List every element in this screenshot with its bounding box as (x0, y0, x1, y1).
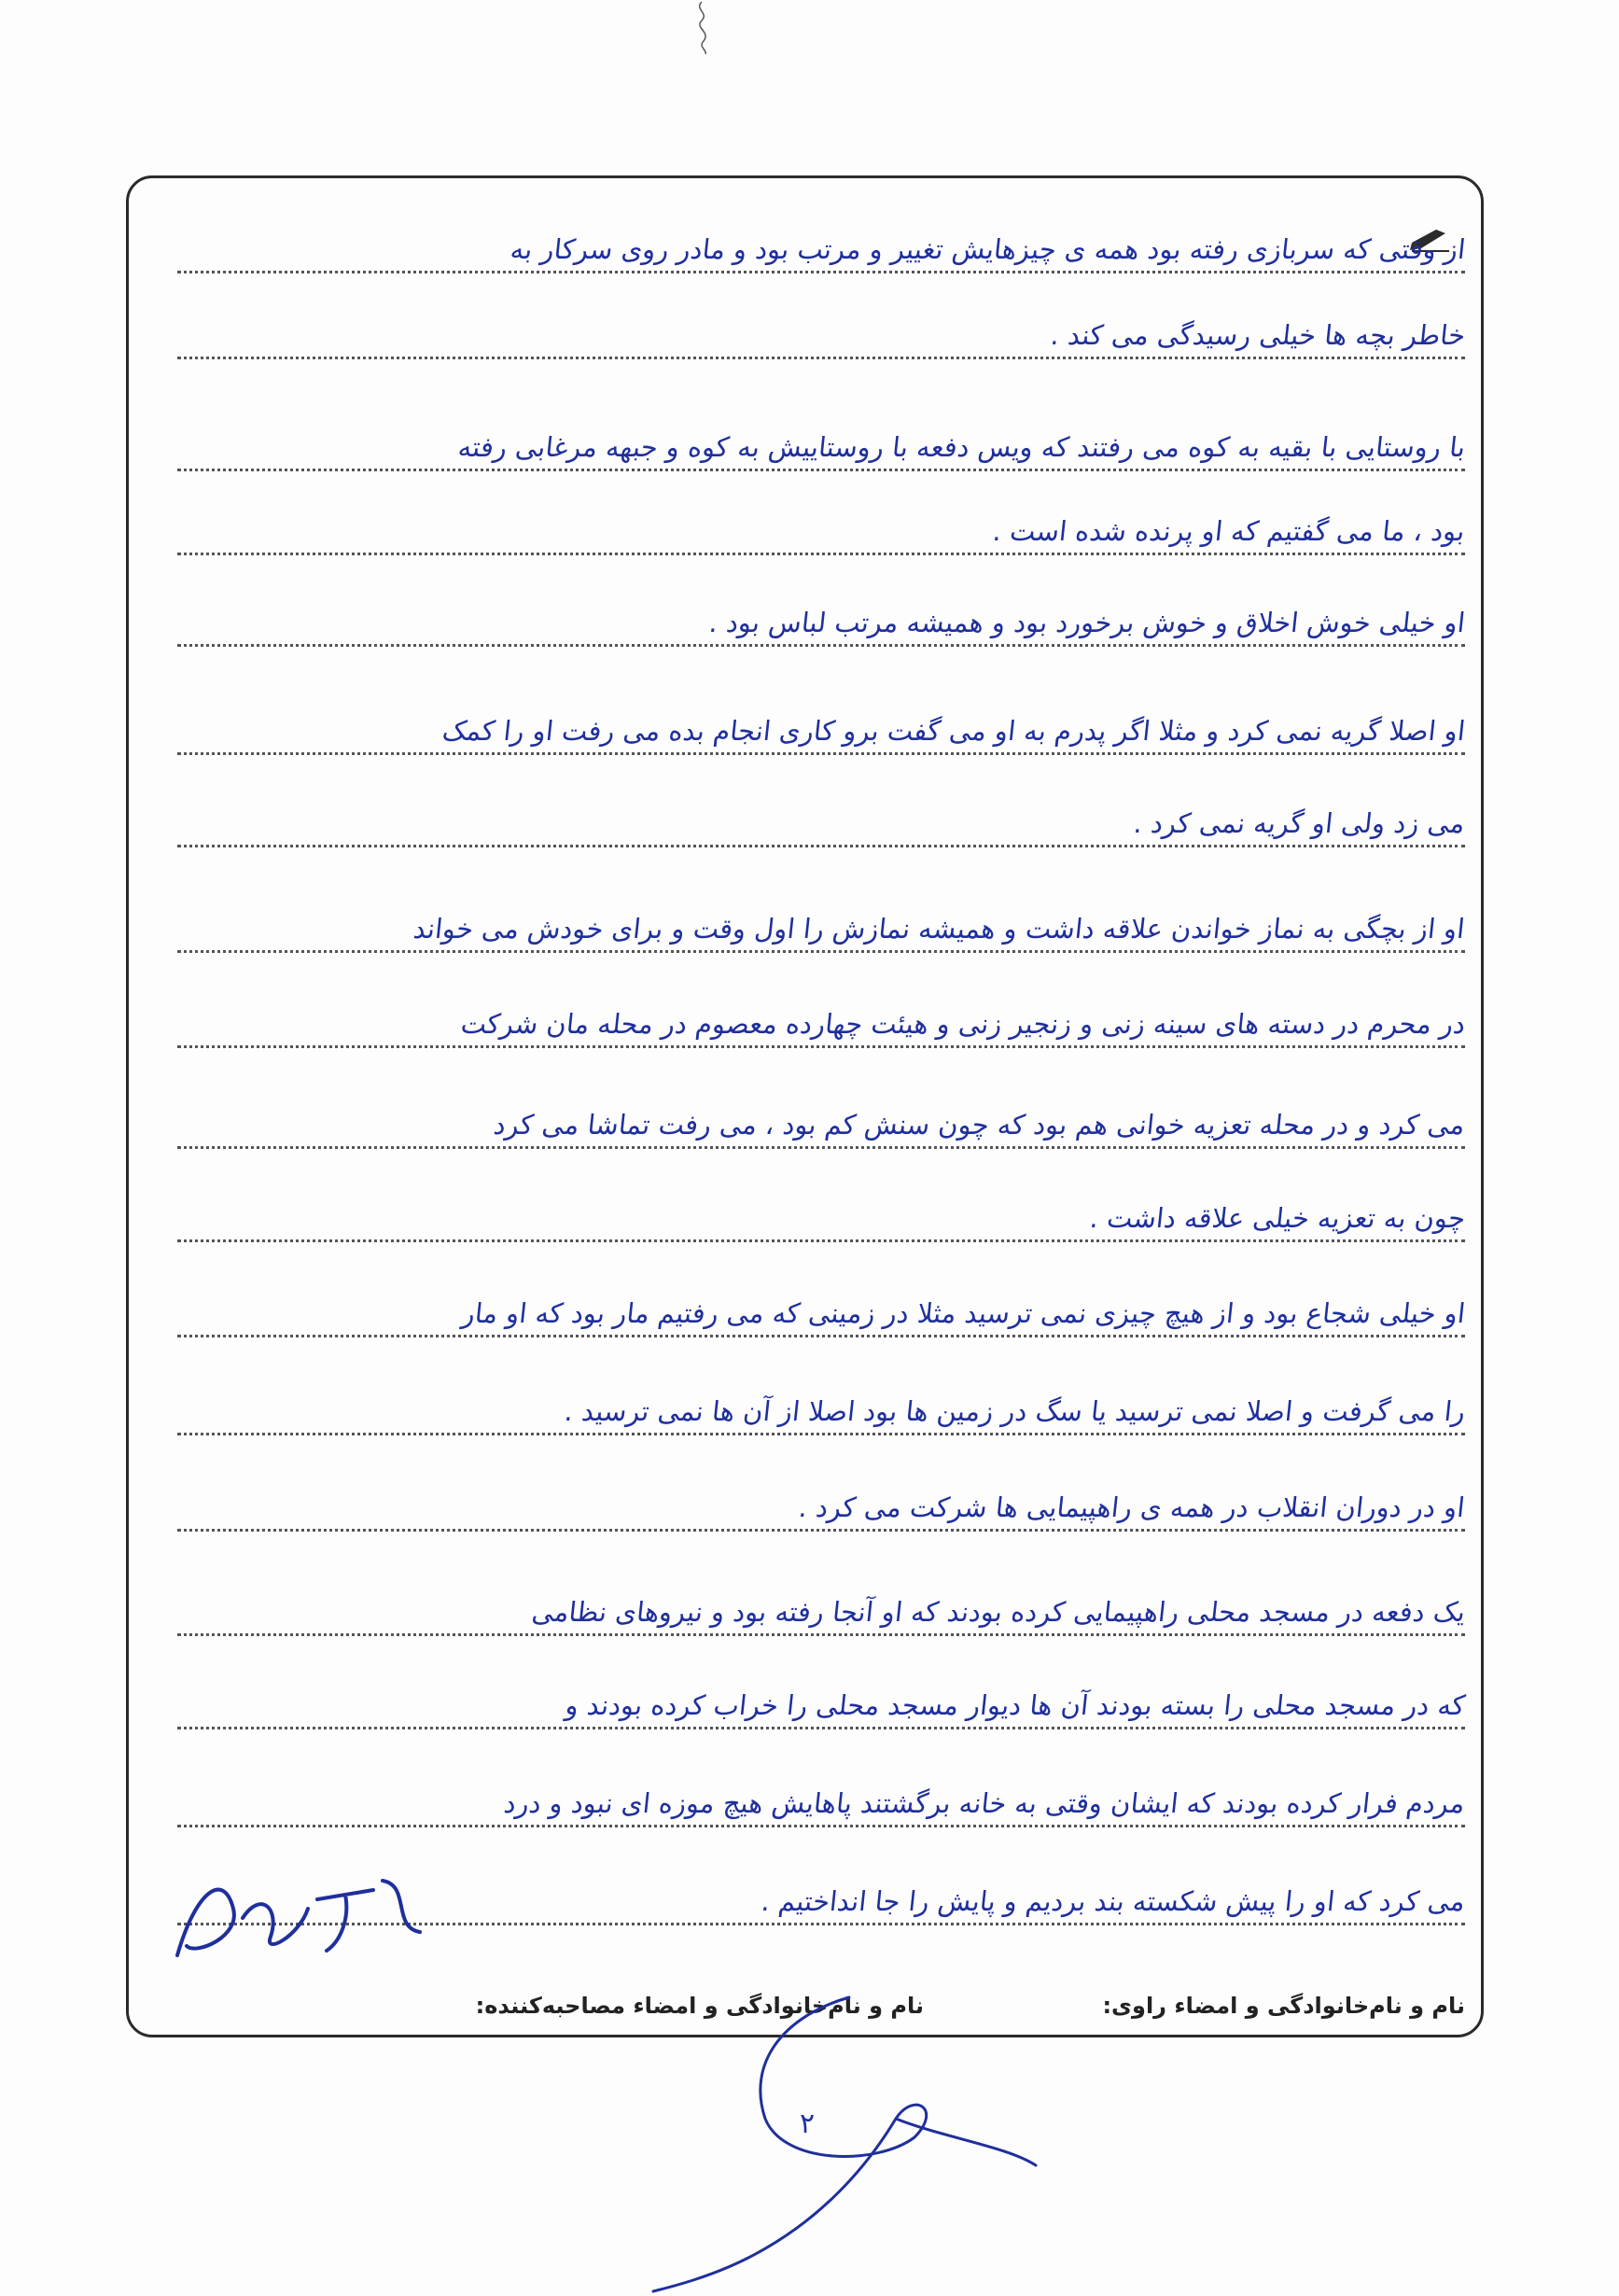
handwritten-line: یک دفعه در مسجد محلی راهپیمایی کرده بودند که او آنجا رفته بود و نیروهای نظامی (530, 1596, 1467, 1628)
narrator-signature (159, 1853, 429, 1974)
ruled-line (177, 553, 1465, 555)
handwritten-line: در محرم در دسته های سینه زنی و زنجیر زنی و هیئت چهارده معصوم در محله مان شرکت (459, 1008, 1467, 1040)
ruled-line (177, 1239, 1465, 1242)
interviewer-signature (635, 1979, 1045, 2296)
ruled-line (177, 950, 1465, 953)
ruled-line (177, 271, 1465, 273)
handwritten-line: از وقتی که سربازی رفته بود همه ی چیزهایش تغییر و مرتب بود و مادر روی سرکار به (508, 233, 1467, 265)
ruled-line (177, 1727, 1465, 1729)
handwritten-line: که در مسجد محلی را بسته بودند آن ها دیوار مسجد محلی را خراب کرده بودند و (564, 1689, 1467, 1721)
narrator-signature-label: نام و نام‌خانوادگی و امضاء راوی: (1102, 1993, 1465, 2019)
handwritten-line: بود ، ما می گفتیم که او پرنده شده است . (991, 515, 1467, 547)
ruled-line (177, 752, 1465, 755)
handwritten-line: او از بچگی به نماز خواندن علاقه داشت و همیشه نمازش را اول وقت و برای خودش می خواند (412, 913, 1467, 945)
handwritten-line: می زد ولی او گریه نمی کرد . (1132, 807, 1467, 839)
handwritten-line: را می گرفت و اصلا نمی ترسید یا سگ در زمین ها بود اصلا از آن ها نمی ترسید . (563, 1395, 1467, 1427)
handwritten-line: او اصلا گریه نمی کرد و مثلا اگر پدرم به او می گفت برو کاری انجام بده می رفت او را کمک (440, 715, 1467, 747)
ruled-line (177, 845, 1465, 847)
handwritten-line: او در دوران انقلاب در همه ی راهپیمایی ها شرکت می کرد . (797, 1491, 1467, 1523)
ruled-line (177, 1529, 1465, 1532)
ruled-line (177, 1633, 1465, 1636)
ruled-line (177, 1433, 1465, 1435)
ruled-line (177, 357, 1465, 359)
ruled-line (177, 1825, 1465, 1827)
ruled-line (177, 1045, 1465, 1048)
ruled-line (177, 469, 1465, 471)
top-scribble-mark (691, 0, 719, 56)
ruled-line (177, 644, 1465, 647)
ruled-line (177, 1335, 1465, 1337)
handwritten-line: چون به تعزیه خیلی علاقه داشت . (1087, 1202, 1467, 1234)
handwritten-line: او خیلی خوش اخلاق و خوش برخورد بود و همیشه مرتب لباس بود . (707, 607, 1467, 638)
ruled-line (177, 1146, 1465, 1149)
handwritten-line: با روستایی با بقیه به کوه می رفتند که ویس دفعه با روستاییش به کوه و جبهه مرغابی رفته (455, 431, 1467, 463)
handwritten-line: مردم فرار کرده بودند که ایشان وقتی به خانه برگشتند پاهایش هیچ موزه ای نبود و درد (502, 1787, 1467, 1819)
handwritten-line: خاطر بچه ها خیلی رسیدگی می کند . (1048, 319, 1467, 351)
interviewer-signature-label: نام و نام‌خانوادگی و امضاء مصاحبه‌کننده: (475, 1993, 924, 2019)
handwritten-line: می کرد و در محله تعزیه خوانی هم بود که چون سنش کم بود ، می رفت تماشا می کرد (492, 1109, 1467, 1141)
handwritten-line: او خیلی شجاع بود و از هیچ چیزی نمی ترسید مثلا در زمینی که می رفتیم مار بود که او مار (460, 1297, 1467, 1329)
page-number: ۲ (800, 2107, 816, 2140)
handwritten-line: می کرد که او را پیش شکسته بند بردیم و پایش را جا انداختیم . (760, 1885, 1467, 1917)
